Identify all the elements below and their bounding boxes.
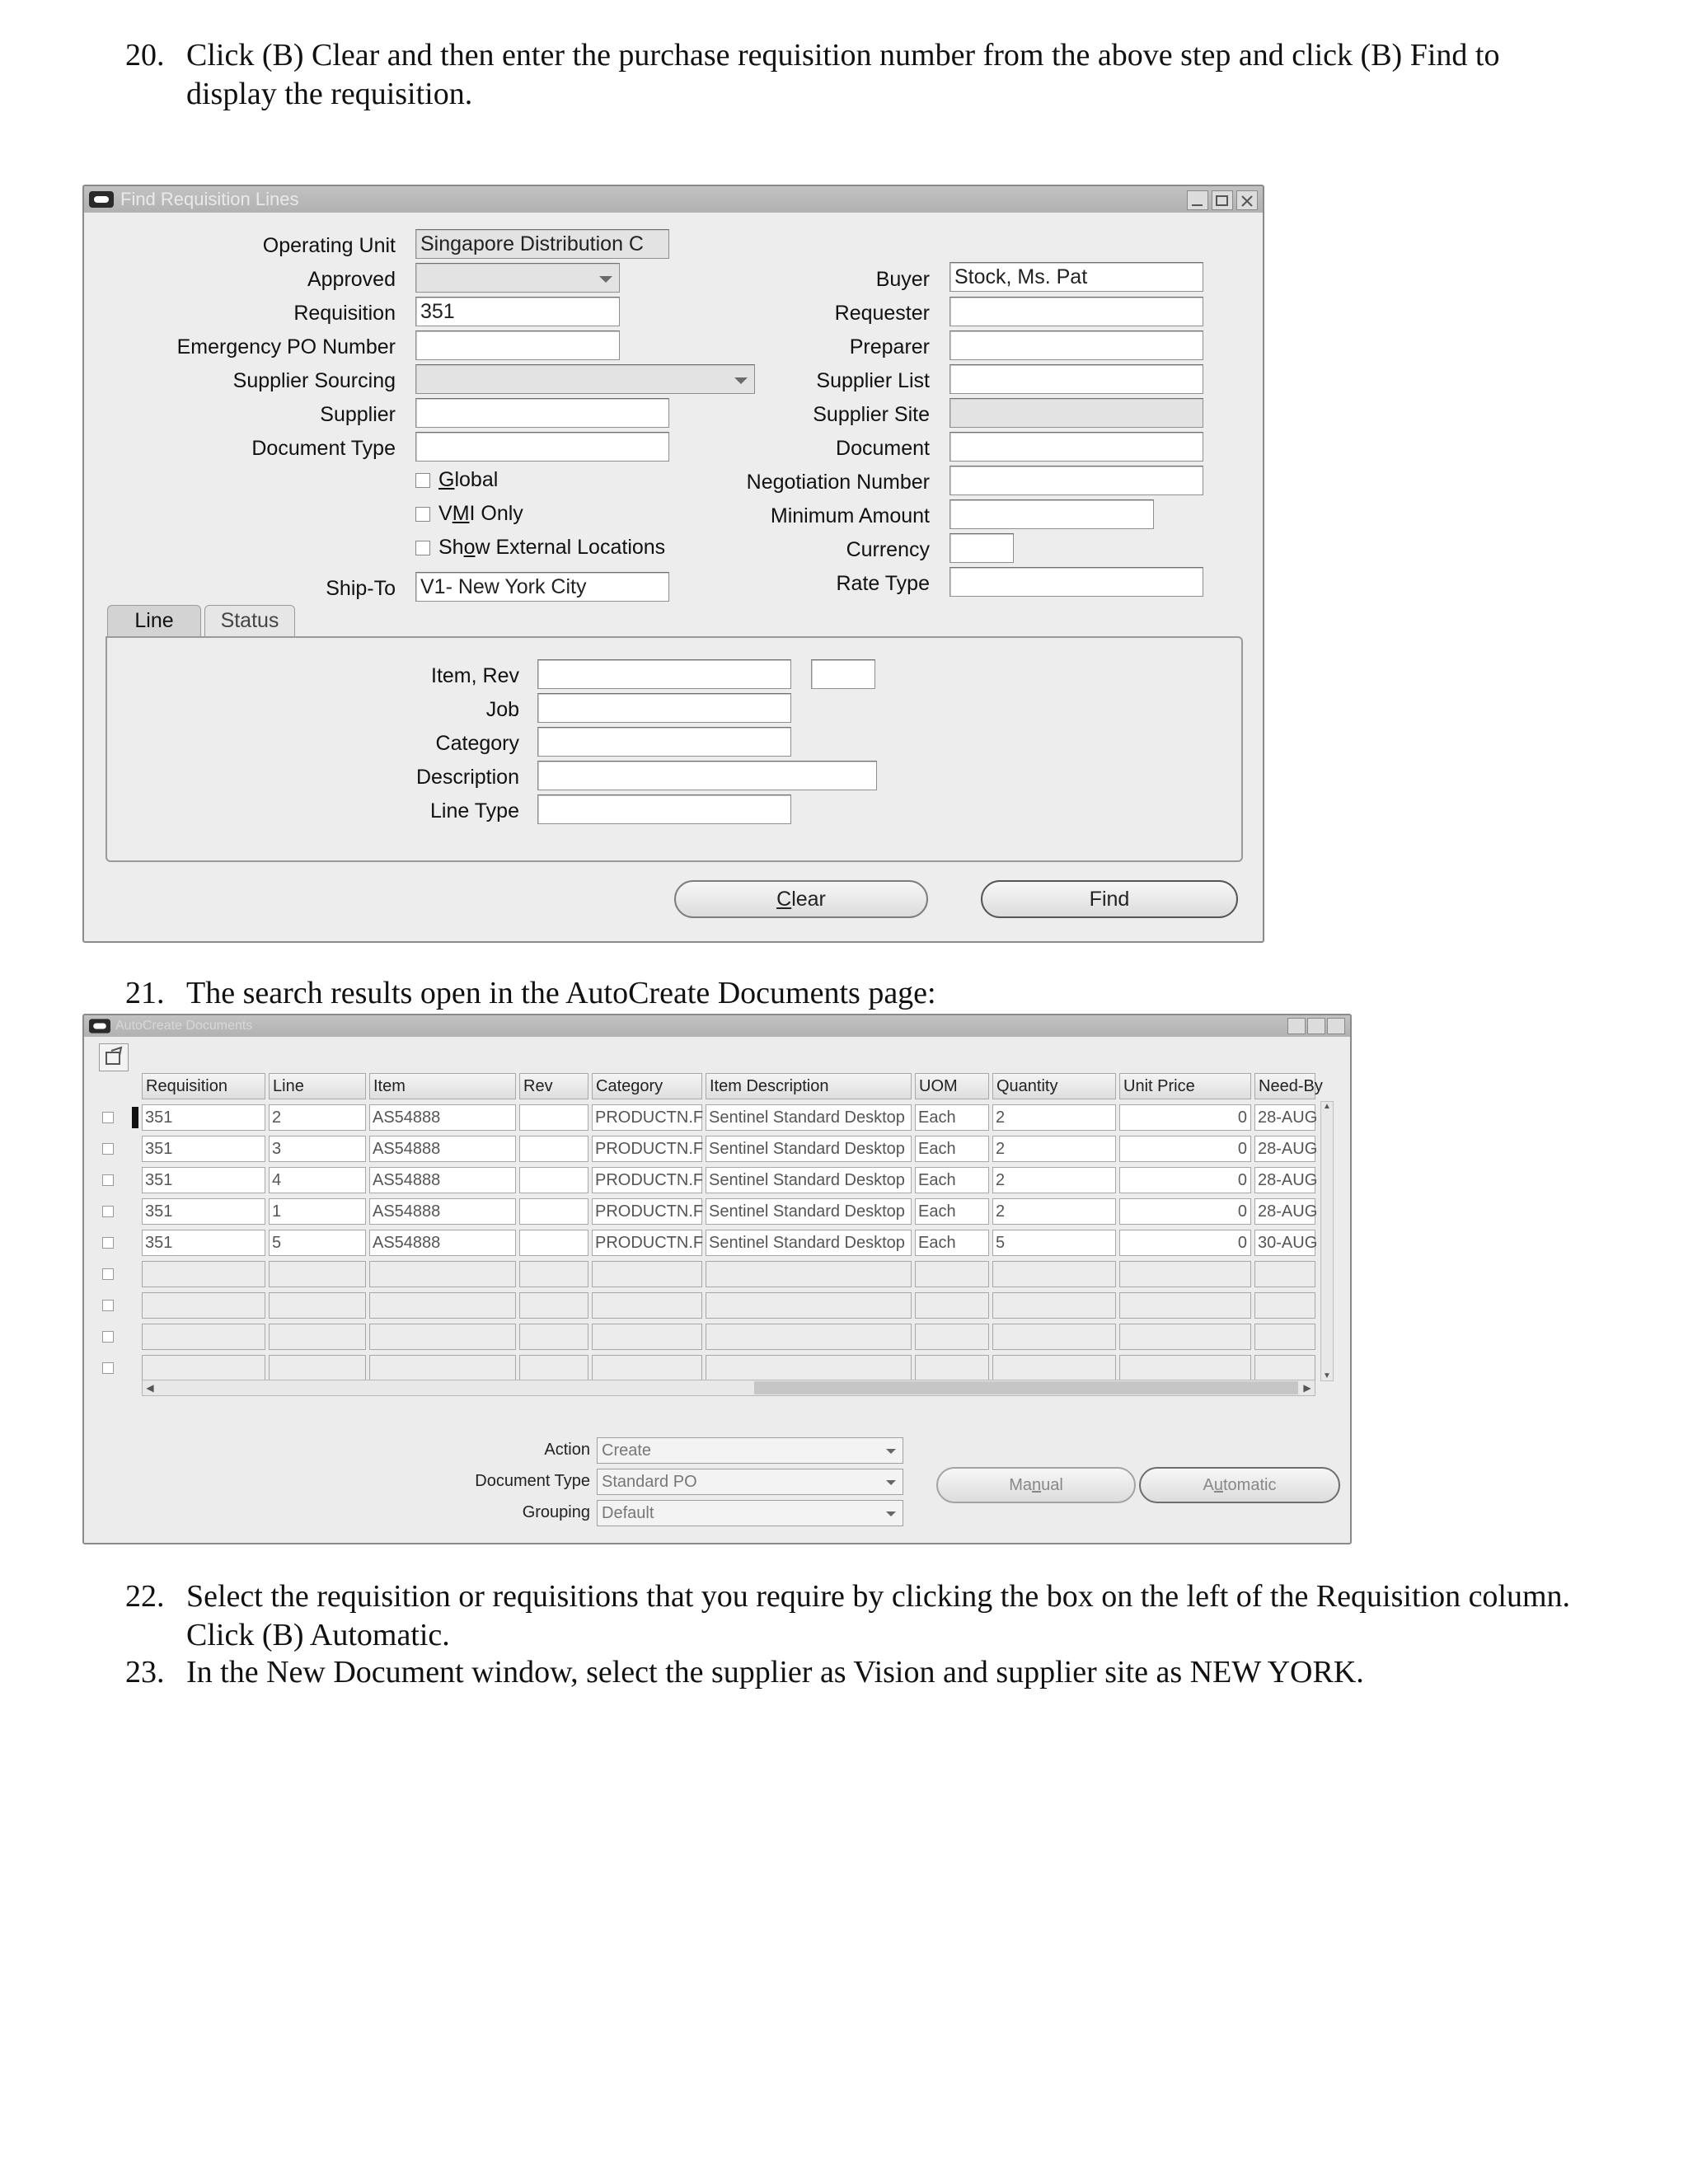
- table-cell[interactable]: Each: [915, 1104, 989, 1131]
- job-label: Job: [485, 698, 519, 721]
- row-select-checkbox[interactable]: [102, 1237, 114, 1249]
- empty-cell[interactable]: [706, 1261, 912, 1287]
- emergency-po-field[interactable]: [415, 330, 620, 360]
- empty-cell[interactable]: [1119, 1355, 1251, 1381]
- document-type-select[interactable]: Standard PO: [597, 1469, 903, 1495]
- row-select-checkbox[interactable]: [102, 1206, 114, 1217]
- table-cell[interactable]: AS54888: [369, 1230, 516, 1256]
- table-cell[interactable]: 0: [1119, 1136, 1251, 1162]
- step-number: 20.: [125, 38, 165, 73]
- step-text: The search results open in the AutoCreate Documents page:: [186, 976, 936, 1010]
- empty-cell[interactable]: [369, 1324, 516, 1350]
- empty-cell[interactable]: [1254, 1355, 1315, 1381]
- minimize-icon[interactable]: [1187, 190, 1208, 210]
- current-row-indicator: [132, 1107, 138, 1128]
- row-select-checkbox[interactable]: [102, 1300, 114, 1311]
- table-cell[interactable]: 28-AUG: [1254, 1104, 1315, 1131]
- empty-cell[interactable]: [519, 1355, 588, 1381]
- column-header[interactable]: Category: [592, 1073, 702, 1099]
- table-cell[interactable]: PRODUCTN.F: [592, 1136, 702, 1162]
- vertical-scrollbar[interactable]: [1320, 1101, 1334, 1381]
- column-header[interactable]: Line: [269, 1073, 366, 1099]
- chevron-down-icon: [886, 1480, 896, 1485]
- table-cell[interactable]: PRODUCTN.F: [592, 1230, 702, 1256]
- chevron-down-icon: [886, 1449, 896, 1454]
- rev-field[interactable]: [811, 659, 875, 689]
- supplier-site-field[interactable]: [950, 398, 1203, 428]
- operating-unit-label: Operating Unit: [262, 234, 396, 257]
- approved-select[interactable]: [415, 263, 620, 293]
- empty-cell[interactable]: [992, 1324, 1116, 1350]
- table-cell[interactable]: 351: [142, 1104, 265, 1131]
- empty-cell[interactable]: [142, 1292, 265, 1319]
- close-icon[interactable]: [1236, 190, 1258, 210]
- table-cell[interactable]: AS54888: [369, 1104, 516, 1131]
- document-label: Document: [836, 437, 930, 460]
- table-cell[interactable]: 351: [142, 1230, 265, 1256]
- document-type-label: Document Type: [475, 1472, 590, 1490]
- document-type-label: Document Type: [251, 437, 396, 460]
- table-cell[interactable]: 5: [269, 1230, 366, 1256]
- empty-cell[interactable]: [592, 1324, 702, 1350]
- window-title: AutoCreate Documents: [115, 1019, 253, 1033]
- table-cell[interactable]: [519, 1104, 588, 1131]
- category-field[interactable]: [537, 727, 791, 757]
- step-text: In the New Document window, select the supplier as Vision and supplier site as NEW YORK.: [186, 1655, 1364, 1690]
- horizontal-scrollbar[interactable]: [142, 1380, 1315, 1396]
- empty-cell[interactable]: [519, 1324, 588, 1350]
- description-field[interactable]: [537, 761, 877, 790]
- line-tab-panel: [106, 636, 1243, 862]
- line-type-label: Line Type: [430, 799, 519, 823]
- empty-cell[interactable]: [992, 1292, 1116, 1319]
- preparer-field[interactable]: [950, 330, 1203, 360]
- empty-cell[interactable]: [592, 1292, 702, 1319]
- table-cell[interactable]: 0: [1119, 1167, 1251, 1193]
- empty-cell[interactable]: [1254, 1292, 1315, 1319]
- chevron-down-icon: [886, 1511, 896, 1516]
- scroll-up-icon[interactable]: ▲: [1323, 1102, 1331, 1111]
- empty-cell[interactable]: [992, 1355, 1116, 1381]
- buyer-label: Buyer: [875, 268, 930, 291]
- supplier-site-label: Supplier Site: [813, 403, 930, 426]
- oracle-app-icon: [89, 191, 114, 208]
- document-field[interactable]: [950, 432, 1203, 462]
- empty-cell[interactable]: [915, 1355, 989, 1381]
- table-cell[interactable]: 30-AUG: [1254, 1230, 1315, 1256]
- requester-field[interactable]: [950, 297, 1203, 326]
- vmi-only-checkbox[interactable]: [415, 507, 430, 522]
- row-select-checkbox[interactable]: [102, 1112, 114, 1123]
- table-cell[interactable]: 0: [1119, 1230, 1251, 1256]
- table-cell[interactable]: 28-AUG: [1254, 1167, 1315, 1193]
- supplier-label: Supplier: [320, 403, 396, 426]
- table-cell[interactable]: 351: [142, 1136, 265, 1162]
- supplier-sourcing-label: Supplier Sourcing: [232, 369, 396, 392]
- supplier-list-label: Supplier List: [816, 369, 930, 392]
- supplier-field[interactable]: [415, 398, 669, 428]
- show-external-locations-label: Show External Locations: [438, 536, 666, 559]
- table-cell[interactable]: 28-AUG: [1254, 1198, 1315, 1225]
- table-cell[interactable]: PRODUCTN.F: [592, 1104, 702, 1131]
- table-cell[interactable]: 2: [992, 1136, 1116, 1162]
- tab-status[interactable]: Status: [204, 605, 295, 636]
- grouping-select[interactable]: Default: [597, 1500, 903, 1526]
- table-cell[interactable]: Sentinel Standard Desktop: [706, 1136, 912, 1162]
- column-header[interactable]: Need-By: [1254, 1073, 1315, 1099]
- window-title: Find Requisition Lines: [120, 189, 299, 209]
- empty-cell[interactable]: [142, 1261, 265, 1287]
- table-cell[interactable]: 4: [269, 1167, 366, 1193]
- supplier-sourcing-select[interactable]: [415, 364, 755, 394]
- autocreate-documents-window: [82, 1014, 1352, 1544]
- find-button[interactable]: Find: [981, 880, 1238, 918]
- empty-cell[interactable]: [1119, 1292, 1251, 1319]
- table-cell[interactable]: 2: [992, 1104, 1116, 1131]
- chevron-down-icon: [734, 377, 748, 384]
- ship-to-label: Ship-To: [326, 577, 396, 600]
- action-select[interactable]: Create: [597, 1437, 903, 1464]
- clear-button[interactable]: Clear: [674, 880, 928, 918]
- table-cell[interactable]: 2: [269, 1104, 366, 1131]
- empty-cell[interactable]: [706, 1292, 912, 1319]
- table-cell[interactable]: PRODUCTN.F: [592, 1198, 702, 1225]
- operating-unit-field[interactable]: Singapore Distribution C: [415, 229, 669, 259]
- table-cell[interactable]: [519, 1230, 588, 1256]
- empty-cell[interactable]: [992, 1261, 1116, 1287]
- document-type-field[interactable]: [415, 432, 669, 462]
- maximize-icon[interactable]: [1212, 190, 1233, 210]
- action-label: Action: [544, 1441, 590, 1459]
- table-cell[interactable]: Each: [915, 1230, 989, 1256]
- table-cell[interactable]: AS54888: [369, 1136, 516, 1162]
- row-select-checkbox[interactable]: [102, 1331, 114, 1343]
- empty-cell[interactable]: [592, 1261, 702, 1287]
- column-header[interactable]: Unit Price: [1119, 1073, 1251, 1099]
- table-cell[interactable]: AS54888: [369, 1198, 516, 1225]
- scroll-left-icon[interactable]: ◀: [146, 1382, 154, 1394]
- table-cell[interactable]: Sentinel Standard Desktop: [706, 1104, 912, 1131]
- show-external-locations-checkbox[interactable]: [415, 541, 430, 555]
- tab-line[interactable]: Line: [107, 605, 201, 636]
- line-type-field[interactable]: [537, 794, 791, 824]
- table-cell[interactable]: Each: [915, 1198, 989, 1225]
- negotiation-number-label: Negotiation Number: [746, 471, 930, 494]
- vmi-only-label: VMI Only: [438, 502, 523, 525]
- scroll-down-icon[interactable]: ▼: [1323, 1371, 1331, 1380]
- table-cell[interactable]: [519, 1136, 588, 1162]
- empty-cell[interactable]: [369, 1355, 516, 1381]
- empty-cell[interactable]: [915, 1261, 989, 1287]
- item-field[interactable]: [537, 659, 791, 689]
- empty-cell[interactable]: [915, 1292, 989, 1319]
- window-titlebar: [84, 186, 1263, 213]
- requisition-lines-grid: [84, 1015, 1350, 1477]
- empty-cell[interactable]: [142, 1324, 265, 1350]
- empty-cell[interactable]: [519, 1261, 588, 1287]
- column-header[interactable]: Requisition: [142, 1073, 265, 1099]
- row-select-checkbox[interactable]: [102, 1143, 114, 1155]
- job-field[interactable]: [537, 693, 791, 723]
- table-cell[interactable]: Sentinel Standard Desktop: [706, 1167, 912, 1193]
- table-cell[interactable]: 0: [1119, 1198, 1251, 1225]
- column-header[interactable]: UOM: [915, 1073, 989, 1099]
- requester-label: Requester: [834, 302, 930, 325]
- step-text: Click (B) Clear and then enter the purchase requisition number from the above step and click (B) Find to display the requisition.: [186, 38, 1500, 111]
- table-cell[interactable]: 3: [269, 1136, 366, 1162]
- table-cell[interactable]: AS54888: [369, 1167, 516, 1193]
- row-select-checkbox[interactable]: [102, 1174, 114, 1186]
- global-label: Global: [438, 468, 499, 491]
- table-cell[interactable]: [519, 1167, 588, 1193]
- table-cell[interactable]: [519, 1198, 588, 1225]
- step-number: 23.: [125, 1655, 165, 1690]
- global-checkbox[interactable]: [415, 473, 430, 488]
- empty-cell[interactable]: [706, 1355, 912, 1381]
- column-header[interactable]: Rev: [519, 1073, 588, 1099]
- table-cell[interactable]: Each: [915, 1136, 989, 1162]
- grouping-label: Grouping: [522, 1503, 590, 1521]
- empty-cell[interactable]: [269, 1292, 366, 1319]
- row-select-checkbox[interactable]: [102, 1362, 114, 1374]
- scroll-right-icon[interactable]: ▶: [1303, 1382, 1311, 1394]
- empty-cell[interactable]: [519, 1292, 588, 1319]
- description-label: Description: [415, 766, 519, 789]
- supplier-list-field[interactable]: [950, 364, 1203, 394]
- empty-cell[interactable]: [706, 1324, 912, 1350]
- table-cell[interactable]: 0: [1119, 1104, 1251, 1131]
- manual-button[interactable]: Manual: [936, 1467, 1136, 1503]
- buyer-field[interactable]: Stock, Ms. Pat: [950, 262, 1203, 292]
- scroll-thumb[interactable]: [754, 1381, 1298, 1394]
- table-cell[interactable]: 1: [269, 1198, 366, 1225]
- column-header[interactable]: Quantity: [992, 1073, 1116, 1099]
- currency-label: Currency: [846, 538, 930, 561]
- requisition-label: Requisition: [293, 302, 396, 325]
- category-label: Category: [435, 732, 519, 755]
- negotiation-number-field[interactable]: [950, 466, 1203, 495]
- table-cell[interactable]: 2: [992, 1167, 1116, 1193]
- approved-label: Approved: [307, 268, 396, 291]
- empty-cell[interactable]: [1254, 1261, 1315, 1287]
- find-requisition-lines-window: [82, 185, 1264, 943]
- empty-cell[interactable]: [915, 1324, 989, 1350]
- table-cell[interactable]: 351: [142, 1198, 265, 1225]
- preparer-label: Preparer: [849, 335, 930, 359]
- minimum-amount-field[interactable]: [950, 499, 1154, 529]
- table-cell[interactable]: PRODUCTN.F: [592, 1167, 702, 1193]
- empty-cell[interactable]: [142, 1355, 265, 1381]
- currency-field[interactable]: [950, 533, 1014, 563]
- empty-cell[interactable]: [369, 1292, 516, 1319]
- rate-type-field[interactable]: [950, 567, 1203, 597]
- item-rev-label: Item, Rev: [431, 664, 519, 687]
- empty-cell[interactable]: [1119, 1324, 1251, 1350]
- column-header[interactable]: Item Description: [706, 1073, 912, 1099]
- row-select-checkbox[interactable]: [102, 1268, 114, 1280]
- empty-cell[interactable]: [1254, 1324, 1315, 1350]
- step-number: 22.: [125, 1579, 165, 1614]
- empty-cell[interactable]: [369, 1261, 516, 1287]
- empty-cell[interactable]: [592, 1355, 702, 1381]
- empty-cell[interactable]: [1119, 1261, 1251, 1287]
- rate-type-label: Rate Type: [836, 572, 930, 595]
- table-cell[interactable]: 28-AUG: [1254, 1136, 1315, 1162]
- emergency-po-label: Emergency PO Number: [176, 335, 396, 359]
- minimum-amount-label: Minimum Amount: [770, 504, 930, 527]
- table-cell[interactable]: 351: [142, 1167, 265, 1193]
- empty-cell[interactable]: [269, 1261, 366, 1287]
- table-cell[interactable]: Sentinel Standard Desktop: [706, 1198, 912, 1225]
- requisition-field[interactable]: 351: [415, 297, 620, 326]
- step-number: 21.: [125, 976, 165, 1010]
- empty-cell[interactable]: [269, 1355, 366, 1381]
- empty-cell[interactable]: [269, 1324, 366, 1350]
- table-cell[interactable]: Sentinel Standard Desktop: [706, 1230, 912, 1256]
- step-text: Select the requisition or requisitions that you require by clicking the box on the left of the Requisition column. Click (B) Automatic.: [186, 1579, 1571, 1652]
- ship-to-field[interactable]: V1- New York City: [415, 572, 669, 602]
- table-cell[interactable]: 2: [992, 1198, 1116, 1225]
- table-cell[interactable]: Each: [915, 1167, 989, 1193]
- chevron-down-icon: [599, 276, 612, 283]
- column-header[interactable]: Item: [369, 1073, 516, 1099]
- automatic-button[interactable]: Automatic: [1139, 1467, 1340, 1503]
- table-cell[interactable]: 5: [992, 1230, 1116, 1256]
